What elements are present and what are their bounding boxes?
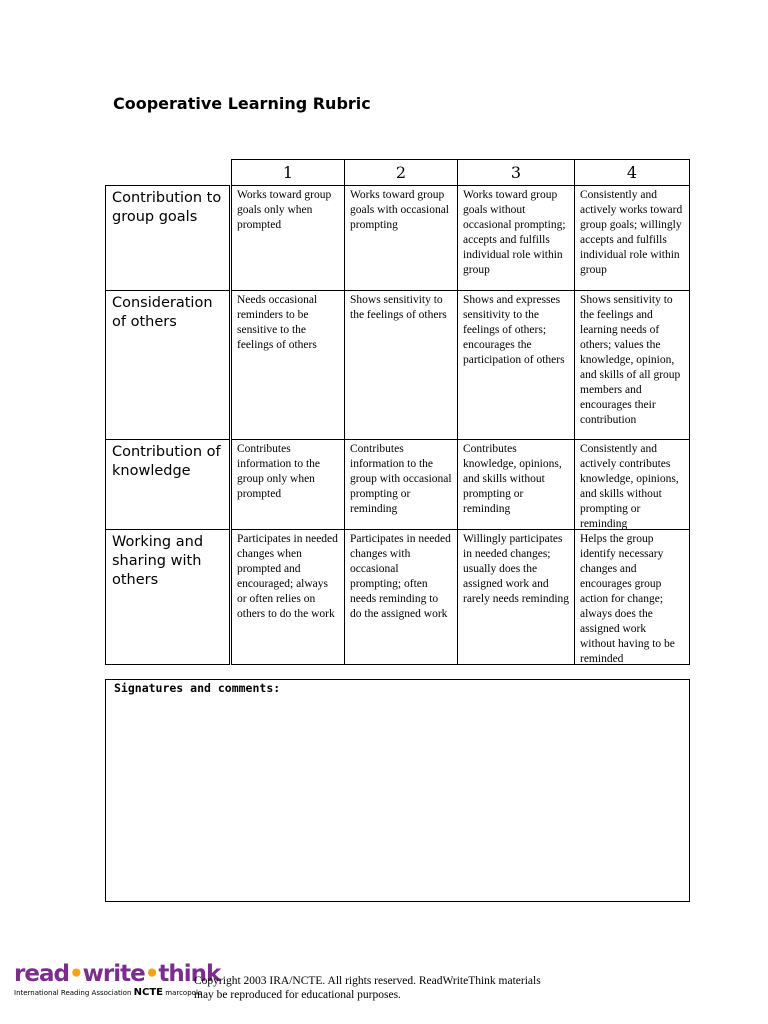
rubric-cell: Consistently and actively works toward group goals; willingly accepts and fulfills individual role within group: [574, 185, 690, 291]
marcopolo-logo: marcopolo: [165, 989, 203, 997]
rubric-cell: Needs occasional reminders to be sensitive to the feelings of others: [231, 290, 345, 440]
rubric-cell: Participates in needed changes with occasional prompting; often needs reminding to do the assigned work: [344, 529, 458, 665]
rubric-cell: Participates in needed changes when prompted and encouraged; always or often relies on others to do the work: [231, 529, 345, 665]
logo-partners: [14, 987, 203, 998]
rubric-cell: Shows and expresses sensitivity to the feelings of others; encourages the participation of others: [457, 290, 575, 440]
logo-word-write: write: [82, 961, 145, 987]
readwritethink-logo: [14, 961, 221, 1007]
rubric-cell: Contributes information to the group only when prompted: [231, 439, 345, 530]
page-title: Cooperative Learning Rubric: [113, 94, 371, 113]
rubric-cell: Willingly participates in needed changes; usually does the assigned work and rarely needs reminding: [457, 529, 575, 665]
rubric-cell: Shows sensitivity to the feelings of others: [344, 290, 458, 440]
rubric-cell: Helps the group identify necessary changes and encourages group action for change; always does the assigned work without having to be reminded: [574, 529, 690, 665]
rubric-row-label: Working and sharing with others: [105, 529, 230, 665]
rubric-header-score-3: 3: [457, 159, 575, 186]
rubric-row-label: Contribution to group goals: [105, 185, 230, 291]
rubric-cell: Works toward group goals with occasional prompting: [344, 185, 458, 291]
rubric-cell: Contributes information to the group with occasional prompting or reminding: [344, 439, 458, 530]
logo-word-read: read: [14, 961, 69, 987]
rubric-cell: Contributes knowledge, opinions, and skills without prompting or reminding: [457, 439, 575, 530]
signatures-comments-box[interactable]: [105, 679, 690, 902]
rubric-row-contribution-to-group-goals: [105, 185, 690, 291]
rubric-row-label: Contribution of knowledge: [105, 439, 230, 530]
rubric-cell: Consistently and actively contributes knowledge, opinions, and skills without prompting or reminding: [574, 439, 690, 530]
rubric-cell: Works toward group goals without occasional prompting; accepts and fulfills individual role within group: [457, 185, 575, 291]
copyright-notice: Copyright 2003 IRA/NCTE. All rights reserved. ReadWriteThink materials may be reproduced for educational purposes.: [194, 975, 541, 1001]
ncte-logo: NCTE: [133, 987, 164, 998]
logo-dot-icon: •: [144, 961, 159, 987]
rubric-cell: Works toward group goals only when prompted: [231, 185, 345, 291]
logo-dot-icon: •: [68, 961, 83, 987]
rubric-row-label: Consideration of others: [105, 290, 230, 440]
rubric-header-score-4: 4: [574, 159, 690, 186]
rubric-cell: Shows sensitivity to the feelings and learning needs of others; values the knowledge, opinion, and skills of all group members and encourages their contribution: [574, 290, 690, 440]
rubric-row-working-and-sharing: [105, 529, 690, 665]
rubric-row-consideration-of-others: [105, 290, 690, 440]
rubric-header-score-1: 1: [231, 159, 345, 186]
logo-wordmark: [14, 961, 221, 987]
signatures-label: Signatures and comments:: [114, 681, 281, 695]
ira-logo: International Reading Association: [14, 989, 132, 997]
rubric-header-score-2: 2: [344, 159, 458, 186]
rubric-row-contribution-of-knowledge: [105, 439, 690, 530]
logo-word-think: think: [158, 961, 221, 987]
